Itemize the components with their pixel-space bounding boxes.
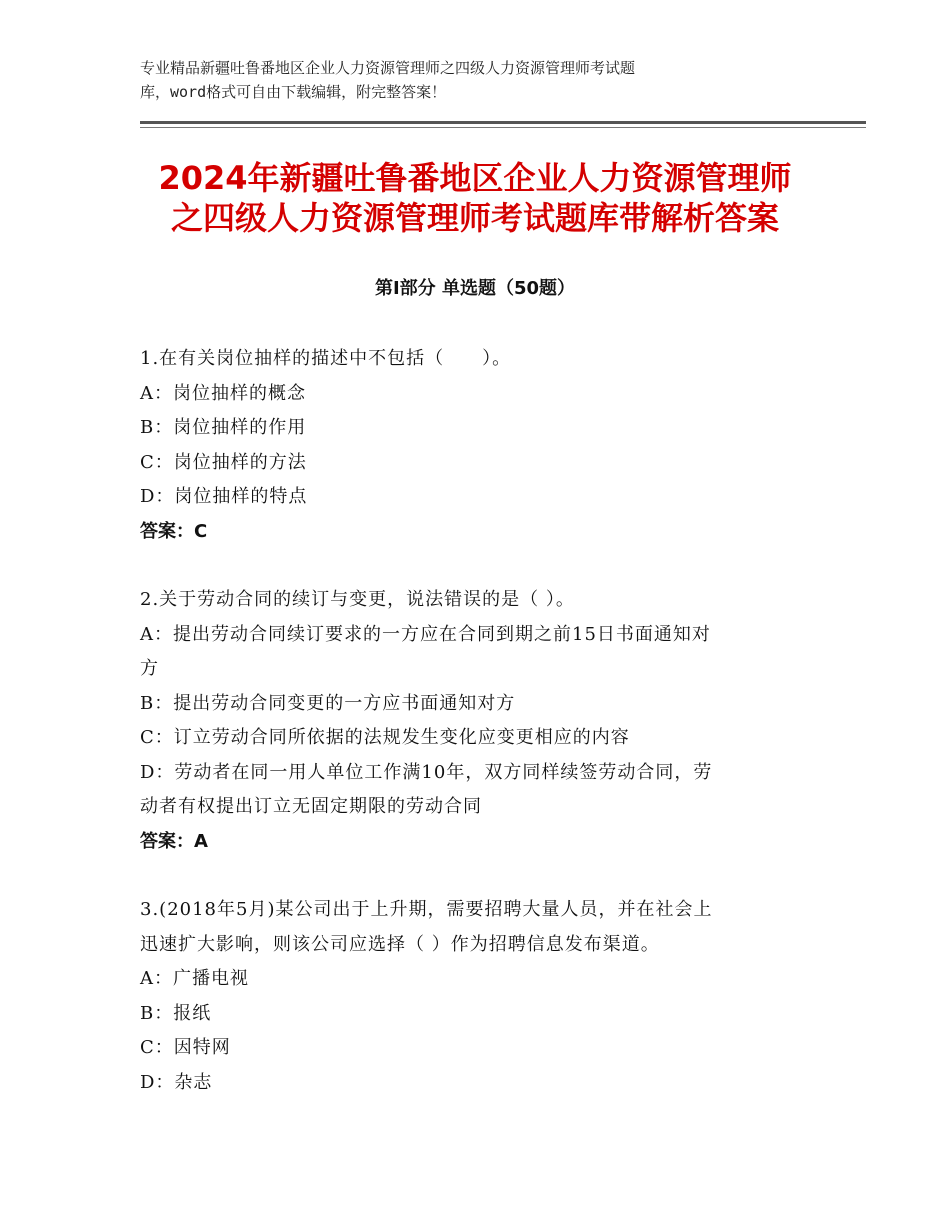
question-spacer	[140, 859, 810, 893]
option-c: C：因特网	[140, 1037, 231, 1058]
option-c: C：订立劳动合同所依据的法规发生变化应变更相应的内容	[140, 727, 630, 748]
document-title-line: 之四级人力资源管理师考试题库带解析答案	[170, 199, 779, 237]
option-d: D：岗位抽样的特点	[140, 486, 308, 507]
option-b: B：报纸	[140, 1002, 212, 1024]
question-spacer	[140, 549, 810, 583]
question-item	[140, 342, 810, 549]
header-note-line: 专业精品新疆吐鲁番地区企业人力资源管理师之四级人力资源管理师考试题	[140, 59, 636, 77]
option-d: D：劳动者在同一用人单位工作满10年，双方同样续签劳动合同，劳	[140, 761, 713, 783]
option-a: A：广播电视	[140, 968, 249, 989]
option-b: B：岗位抽样的作用	[140, 417, 307, 438]
question-item	[140, 583, 810, 859]
question-stem-continued: 迅速扩大影响，则该公司应选择（ ）作为招聘信息发布渠道。	[140, 933, 660, 955]
header-divider-thin	[140, 127, 866, 128]
header-note	[140, 56, 830, 104]
question-stem: 2.关于劳动合同的续订与变更，说法错误的是（ ）。	[140, 589, 575, 610]
option-a: A：岗位抽样的概念	[140, 382, 306, 404]
question-list	[140, 342, 810, 1100]
option-c: C：岗位抽样的方法	[140, 451, 307, 473]
option-d: D：杂志	[140, 1071, 213, 1093]
option-a: A：提出劳动合同续订要求的一方应在合同到期之前15日书面通知对	[140, 623, 711, 645]
option-d-continued: 动者有权提出订立无固定期限的劳动合同	[140, 796, 482, 817]
question-stem: 3.(2018年5月)某公司出于上升期，需要招聘大量人员，并在社会上	[140, 899, 713, 920]
header-note-line: 库，word格式可自由下载编辑，附完整答案！	[140, 83, 447, 101]
answer-label: 答案：C	[140, 520, 208, 542]
answer-label: 答案：A	[140, 830, 208, 852]
option-a-continued: 方	[140, 658, 159, 679]
header-divider	[140, 121, 866, 124]
section-heading: 第Ⅰ部分 单选题（50题）	[374, 278, 575, 299]
question-item	[140, 893, 810, 1100]
document-title-line: 2024年新疆吐鲁番地区企业人力资源管理师	[158, 159, 792, 197]
document-title	[120, 158, 830, 238]
question-stem: 1.在有关岗位抽样的描述中不包括（ ）。	[140, 348, 512, 369]
option-b: B：提出劳动合同变更的一方应书面通知对方	[140, 692, 516, 714]
